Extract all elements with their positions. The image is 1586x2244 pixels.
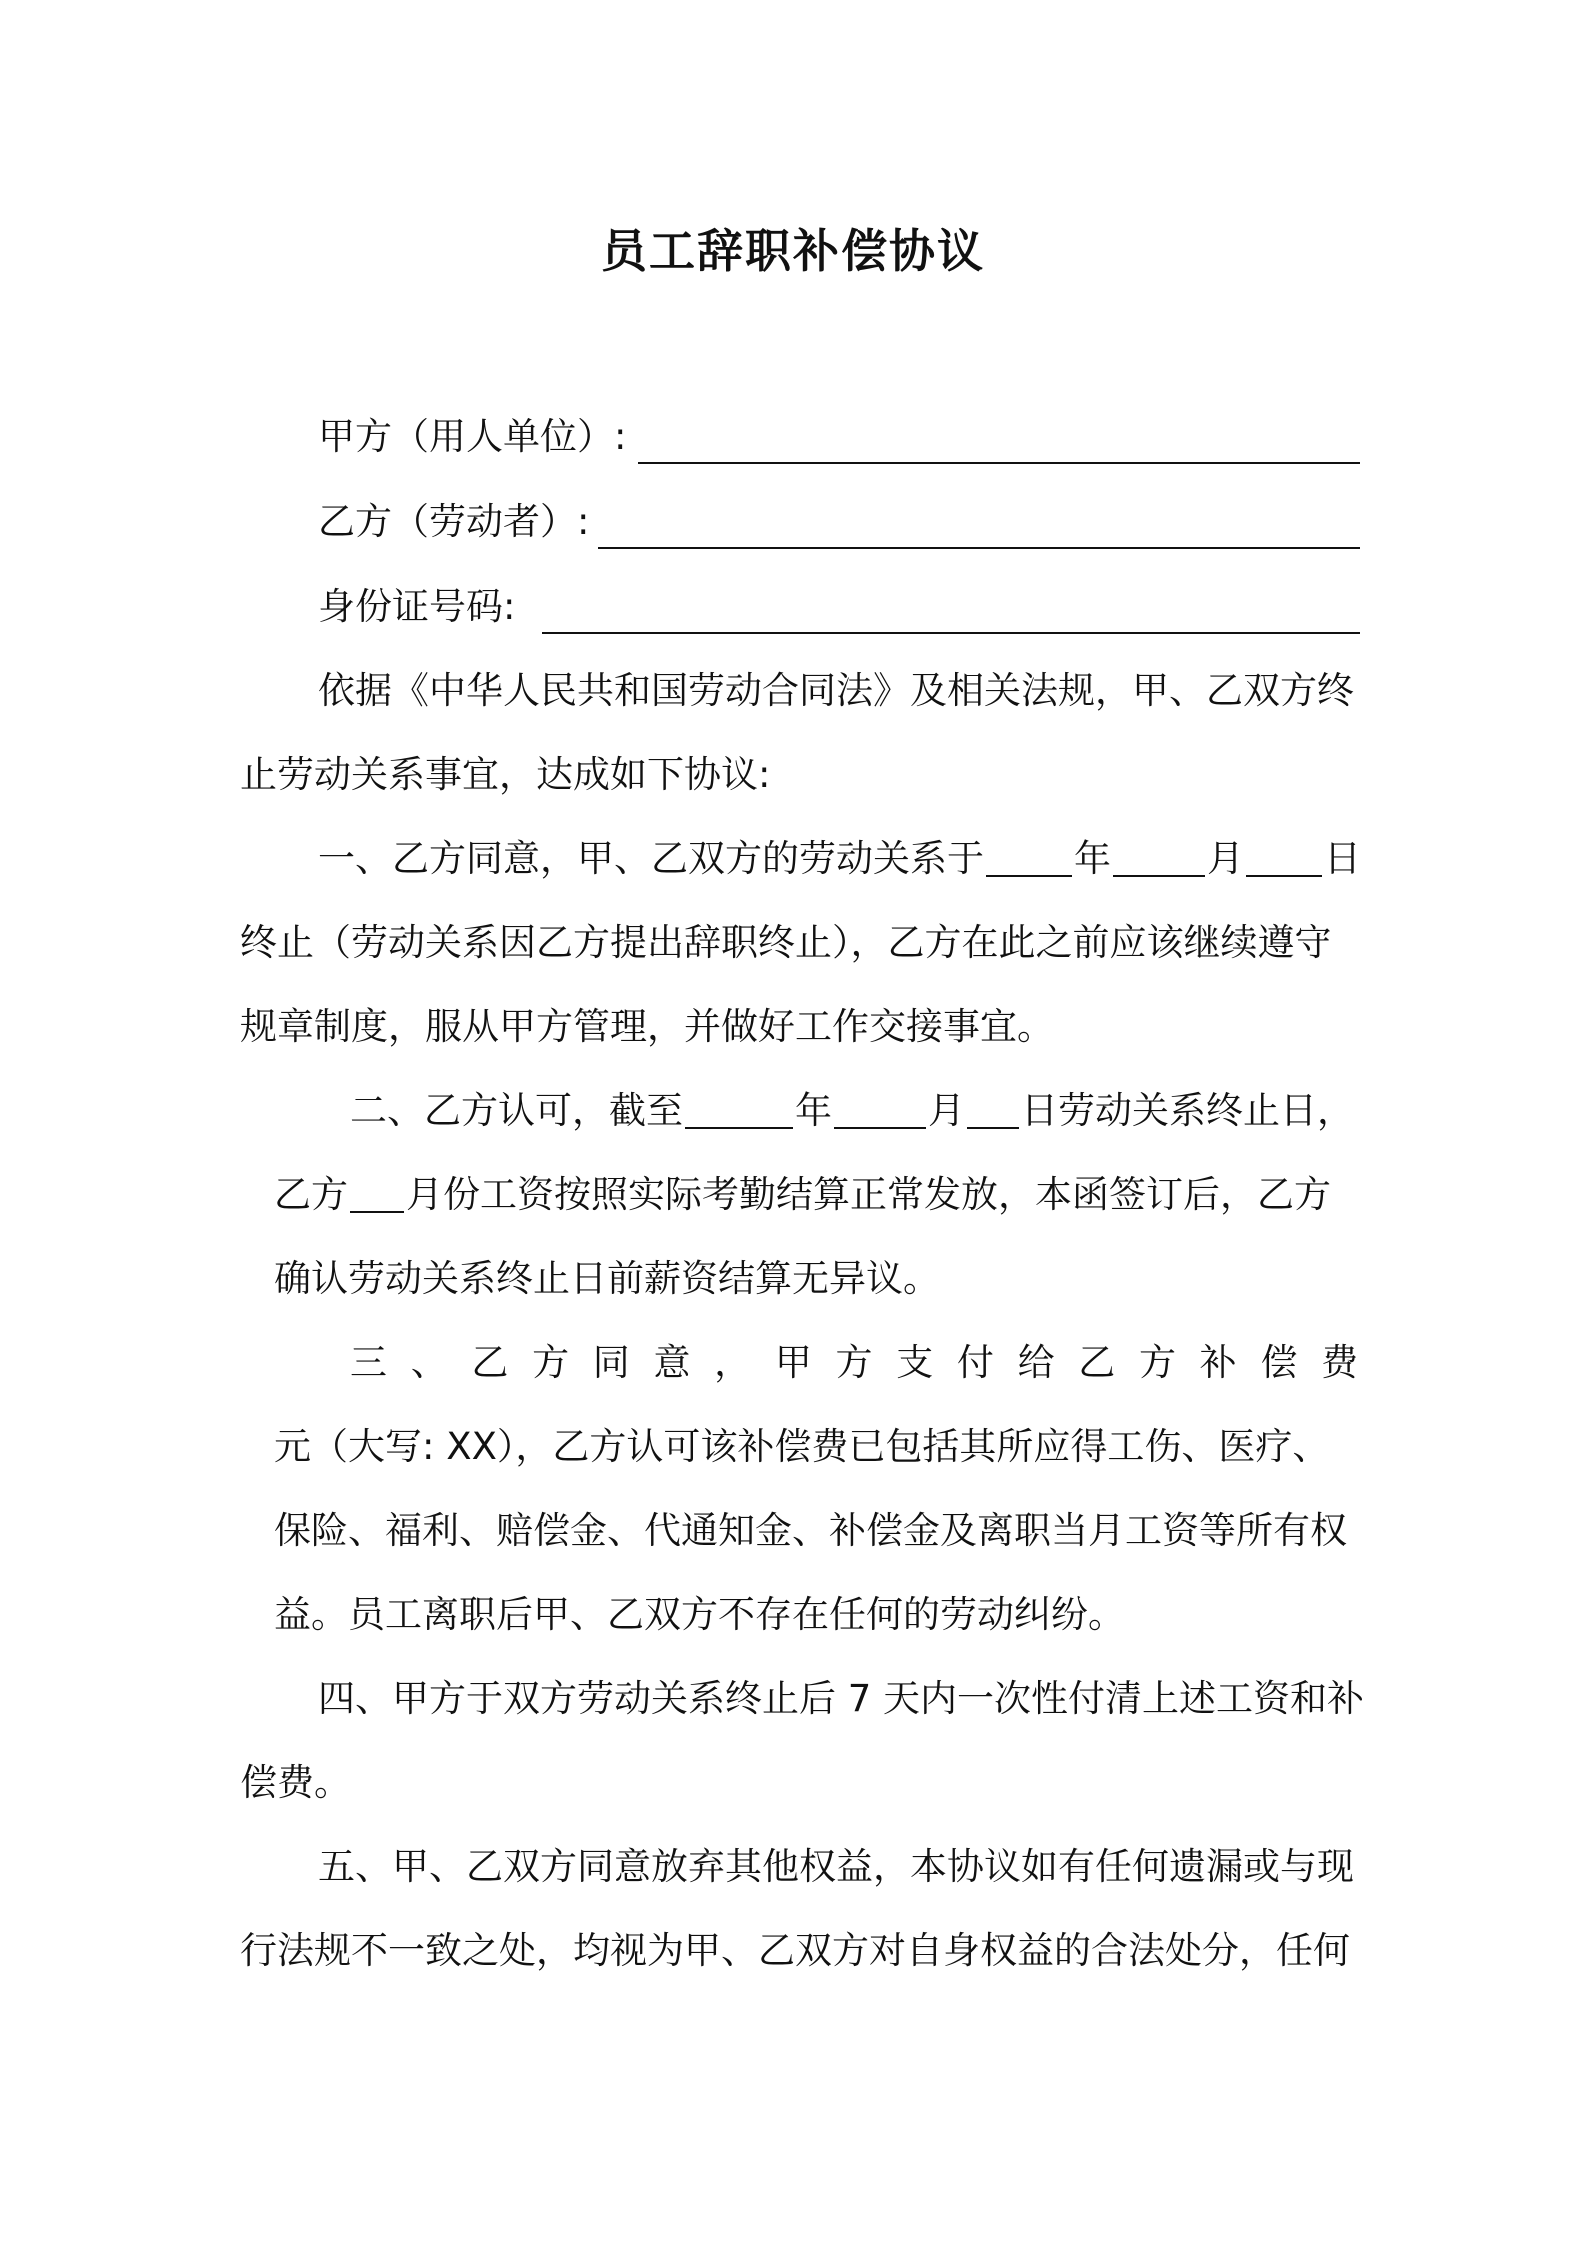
blank-day [967, 1089, 1019, 1129]
clause-2-line-3: 确认劳动关系终止日前薪资结算无异议。 [274, 1257, 940, 1300]
char: 同 [592, 1341, 630, 1384]
clause-1-line-2: 终止（劳动关系因乙方提出辞职终止），乙方在此之前应该继续遵守 [240, 921, 1332, 964]
clause-3-line-2: 元（大写: XX），乙方认可该补偿费已包括其所应得工伤、医疗、 [274, 1425, 1330, 1468]
year-label: 年 [1074, 837, 1111, 880]
blank-day [1246, 837, 1322, 877]
id-number-label: 身份证号码: [318, 585, 516, 628]
intro-line-1: 依据《中华人民共和国劳动合同法》及相关法规，甲、乙双方终 [318, 669, 1354, 712]
char: 乙 [471, 1341, 509, 1384]
clause-5-line-1: 五、甲、乙双方同意放弃其他权益，本协议如有任何遗漏或与现 [318, 1845, 1354, 1888]
clause-4-line-2: 偿费。 [240, 1761, 351, 1804]
clause-2-text: 二、乙方认可，截至 [350, 1089, 683, 1132]
clause-3-line-1 [350, 1338, 1358, 1388]
party-a-fill-line [638, 462, 1360, 464]
month-label: 月 [928, 1089, 965, 1132]
clause-5-line-2: 行法规不一致之处，均视为甲、乙双方对自身权益的合法处分，任何 [240, 1929, 1350, 1972]
clause-3-line-3: 保险、福利、赔偿金、代通知金、补偿金及离职当月工资等所有权 [274, 1509, 1347, 1552]
party-a-label: 甲方（用人单位）: [318, 415, 627, 458]
document-title: 员工辞职补偿协议 [601, 224, 985, 278]
clause-4-line-1: 四、甲方于双方劳动关系终止后 7 天内一次性付清上述工资和补 [318, 1677, 1365, 1720]
char: 方 [835, 1341, 873, 1384]
blank-year [986, 837, 1072, 877]
clause-3-line-4: 益。员工离职后甲、乙双方不存在任何的劳动纠纷。 [274, 1593, 1125, 1636]
char: 偿 [1260, 1341, 1298, 1384]
clause-2-salary-text: 月份工资按照实际考勤结算正常发放，本函签订后，乙方 [406, 1173, 1331, 1216]
clause-1-text: 一、乙方同意，甲、乙双方的劳动关系于 [318, 837, 984, 880]
char: 费 [1321, 1341, 1358, 1384]
char: 甲 [774, 1341, 812, 1384]
blank-month [1113, 837, 1205, 877]
char: 、 [410, 1341, 448, 1384]
char: 方 [1138, 1341, 1176, 1384]
party-b-fill-line [598, 547, 1360, 549]
party-b-label: 乙方（劳动者）: [318, 500, 590, 543]
char: 方 [532, 1341, 570, 1384]
clause-2-line-2 [274, 1170, 1331, 1220]
clause-1-line-1 [318, 834, 1361, 884]
clause-2-text-end: 日劳动关系终止日， [1021, 1089, 1354, 1132]
year-label: 年 [795, 1089, 832, 1132]
char: 意 [653, 1341, 691, 1384]
blank-year [685, 1089, 793, 1129]
day-label: 日 [1324, 837, 1361, 880]
char: 给 [1017, 1341, 1055, 1384]
clause-1-line-3: 规章制度，服从甲方管理，并做好工作交接事宜。 [240, 1005, 1054, 1048]
blank-month [350, 1173, 404, 1213]
char: 三 [350, 1341, 387, 1384]
char: 支 [896, 1341, 934, 1384]
char: 乙 [1078, 1341, 1116, 1384]
clause-2-line-1 [350, 1086, 1354, 1136]
clause-2-party-b: 乙方 [274, 1173, 348, 1216]
id-number-fill-line [542, 632, 1360, 634]
month-label: 月 [1207, 837, 1244, 880]
intro-line-2: 止劳动关系事宜，达成如下协议: [240, 753, 771, 796]
blank-month [834, 1089, 926, 1129]
char: ， [714, 1341, 752, 1384]
char: 补 [1199, 1341, 1237, 1384]
char: 付 [956, 1341, 994, 1384]
